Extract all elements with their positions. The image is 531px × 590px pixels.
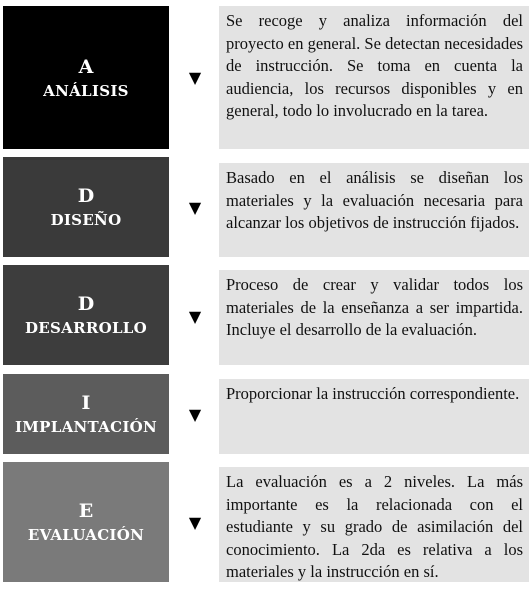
arrow-down-icon: ▼	[188, 68, 202, 87]
phase-box-analisis	[3, 6, 169, 149]
phase-letter: E	[78, 500, 94, 522]
phase-box-desarrollo	[3, 265, 169, 365]
arrow-down-icon: ▼	[188, 307, 202, 326]
phase-name: ANÁLISIS	[43, 81, 129, 100]
arrow-down-icon: ▼	[188, 405, 202, 424]
phase-name: DESARROLLO	[24, 319, 148, 337]
phase-name: EVALUACIÓN	[27, 526, 145, 544]
arrow-down-icon: ▼	[188, 198, 202, 217]
arrow-down-icon: ▼	[188, 513, 202, 532]
phase-letter: I	[81, 392, 91, 414]
phase-name: IMPLANTACIÓN	[14, 418, 158, 436]
phase-letter: A	[78, 55, 94, 78]
phase-box-evaluacion	[3, 462, 169, 582]
phase-name: DISEÑO	[50, 211, 122, 229]
phase-description: Proceso de crear y validar todos los materiales de la enseñanza a ser impartida. Incluye el desarrollo de la evaluación.	[219, 270, 529, 365]
phase-letter: D	[77, 185, 95, 207]
phase-description: La evaluación es a 2 niveles. La más importante es la relacionada con el estudiante y su grado de asimilación del conocimiento. La 2da es relativa a los materiales y la instrucción en sí.	[219, 467, 529, 582]
phase-box-implantacion	[3, 374, 169, 454]
phase-box-diseno	[3, 157, 169, 257]
phase-letter: D	[77, 293, 95, 315]
phase-description: Se recoge y analiza información del proyecto en general. Se detectan necesidades de instrucción. Se toma en cuenta la audiencia, los recursos disponibles y en general, todo lo involucrado en la tarea.	[219, 6, 529, 149]
phase-description: Basado en el análisis se diseñan los materiales y la evaluación necesaria para alcanzar los objetivos de instrucción fijados.	[219, 163, 529, 257]
phase-description: Proporcionar la instrucción correspondiente.	[219, 379, 529, 454]
